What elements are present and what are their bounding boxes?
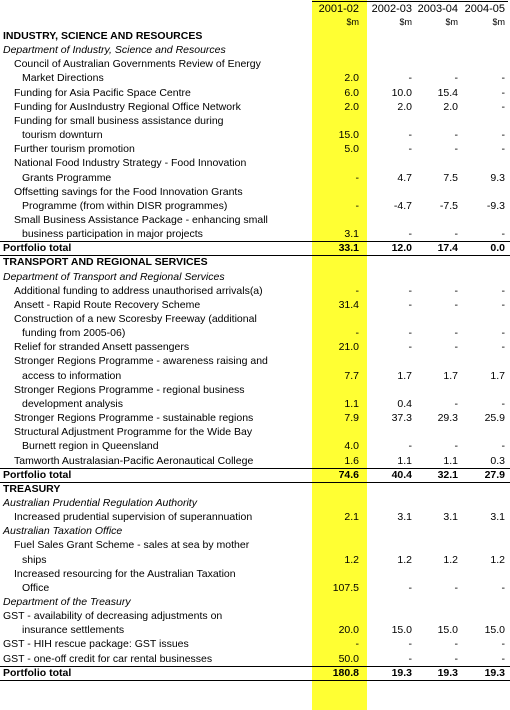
value-cell: 40.4 [391,468,412,481]
value-cell: 74.6 [338,468,359,481]
value-cell: - [408,440,412,453]
section-heading [0,256,510,270]
value-cell: - [355,171,359,184]
unit-header: $m [492,17,505,27]
row-label: Stronger Regions Programme - awareness raising and [14,355,268,368]
value-cell: 1.2 [443,553,458,566]
value-cell: - [454,341,458,354]
row-label: Stronger Regions Programme - regional business [14,383,245,396]
table-row [0,653,510,667]
table-row [0,143,510,157]
value-cell: - [501,440,505,453]
value-cell: 32.1 [437,468,458,481]
value-cell: 4.0 [344,440,359,453]
value-cell: - [408,72,412,85]
value-cell: 29.3 [437,412,458,425]
table-row [0,200,510,214]
value-cell: 3.1 [443,511,458,524]
row-label: Funding for small business assistance during [14,114,224,127]
value-cell: -7.5 [439,199,458,212]
value-cell: 1.1 [344,397,359,410]
value-cell: 33.1 [338,242,359,255]
row-label: ships [22,553,47,566]
value-cell: 15.0 [391,624,412,637]
table-row [0,638,510,652]
table-row [0,101,510,115]
row-label: Fuel Sales Grant Scheme - sales at sea by mother [14,539,250,552]
row-label: Grants Programme [22,171,112,184]
table-row [0,157,510,171]
unit-header: $m [399,17,412,27]
value-cell: 1.7 [397,369,412,382]
table-row [0,426,510,440]
table-row [0,172,510,186]
value-cell: 27.9 [484,468,505,481]
table-row [0,582,510,596]
table-row [0,355,510,369]
portfolio-total-row [0,667,510,681]
header-units-row [0,17,510,29]
value-cell: 1.2 [397,553,412,566]
table-row [0,72,510,86]
value-cell: 6.0 [344,86,359,99]
value-cell: 0.3 [490,454,505,467]
value-cell: 7.7 [344,369,359,382]
value-cell: - [355,284,359,297]
value-cell: - [501,638,505,651]
value-cell: 3.1 [344,228,359,241]
row-label: Department of Transport and Regional Services [3,270,225,283]
value-cell: - [501,298,505,311]
department-heading [0,525,510,539]
value-cell: 4.7 [397,171,412,184]
table-row [0,327,510,341]
value-cell: - [501,397,505,410]
table-row [0,313,510,327]
value-cell: - [454,440,458,453]
table-row [0,440,510,454]
value-cell: 15.0 [338,129,359,142]
value-cell: 31.4 [338,298,359,311]
value-cell: 12.0 [391,242,412,255]
value-cell: -4.7 [393,199,412,212]
row-label: Council of Australian Governments Review of Energy [14,58,261,71]
row-label: National Food Industry Strategy - Food Innovation [14,157,247,170]
row-label: Offsetting savings for the Food Innovation Grants [14,185,243,198]
row-label: Australian Prudential Regulation Authority [3,496,197,509]
value-cell: 2.1 [344,511,359,524]
value-cell: - [501,143,505,156]
value-cell: 1.2 [344,553,359,566]
row-label: Funding for Asia Pacific Space Centre [14,86,191,99]
row-label: Programme (from within DISR programmes) [22,199,228,212]
value-cell: -9.3 [486,199,505,212]
value-cell: - [408,298,412,311]
row-label: Stronger Regions Programme - sustainable regions [14,412,254,425]
unit-header: $m [445,17,458,27]
value-cell: 107.5 [332,581,359,594]
table-row [0,228,510,242]
value-cell: - [454,652,458,665]
table-row [0,455,510,469]
table-row [0,214,510,228]
table-row [0,624,510,638]
value-cell: - [454,129,458,142]
value-cell: 0.0 [490,242,505,255]
value-cell: 37.3 [391,412,412,425]
unit-header: $m [346,17,359,27]
row-label: Burnett region in Queensland [22,440,159,453]
row-label: business participation in major projects [22,228,203,241]
section-heading [0,30,510,44]
row-label: Department of the Treasury [3,596,131,608]
row-label: GST - HIH rescue package: GST issues [3,638,189,651]
table-row [0,511,510,525]
value-cell: - [408,327,412,340]
value-cell: 2.0 [344,72,359,85]
value-cell: - [454,284,458,297]
value-cell: 19.3 [391,666,412,679]
value-cell: - [501,129,505,142]
row-label: GST - availability of decreasing adjustments on [3,610,223,623]
header-years-row [0,3,510,16]
year-header: 2001-02 [318,3,359,15]
value-cell: 25.9 [484,412,505,425]
value-cell: - [501,581,505,594]
value-cell: - [454,298,458,311]
row-label: Department of Industry, Science and Resources [3,44,226,57]
value-cell: - [454,143,458,156]
year-header: 2003-04 [417,3,458,15]
value-cell: - [501,228,505,241]
value-cell: 7.5 [443,171,458,184]
table-row [0,299,510,313]
row-label: Increased prudential supervision of superannuation [14,511,253,524]
portfolio-total-row [0,469,510,483]
table-row [0,370,510,384]
value-cell: 1.6 [344,454,359,467]
value-cell: 7.9 [344,412,359,425]
value-cell: - [501,86,505,99]
value-cell: - [408,341,412,354]
value-cell: - [408,228,412,241]
value-cell: 10.0 [391,86,412,99]
row-label: Office [22,581,50,594]
row-label: INDUSTRY, SCIENCE AND RESOURCES [3,30,203,42]
row-label: access to information [22,369,122,382]
department-heading [0,44,510,58]
value-cell: - [501,72,505,85]
portfolio-total-row [0,242,510,256]
row-label: Market Directions [22,72,104,85]
value-cell: - [501,652,505,665]
row-label: Structural Adjustment Programme for the Wide Bay [14,426,253,439]
table-row [0,539,510,553]
value-cell: - [355,638,359,651]
row-label: TREASURY [3,482,61,495]
row-label: Portfolio total [3,468,72,481]
row-label: Portfolio total [3,666,72,679]
value-cell: 19.3 [437,666,458,679]
row-label: Increased resourcing for the Australian Taxation [14,567,236,580]
value-cell: 19.3 [484,666,505,679]
value-cell: - [501,327,505,340]
year-header: 2004-05 [464,3,505,15]
value-cell: - [355,199,359,212]
value-cell: 1.7 [490,369,505,382]
row-label: GST - one-off credit for car rental businesses [3,652,213,665]
row-label: Relief for stranded Ansett passengers [14,341,190,354]
table-row [0,186,510,200]
table-row [0,610,510,624]
row-label: funding from 2005-06) [22,327,126,340]
value-cell: 2.0 [397,100,412,113]
value-cell: 15.4 [437,86,458,99]
value-cell: - [454,397,458,410]
value-cell: - [501,341,505,354]
value-cell: - [355,327,359,340]
header-top-rule [312,1,508,2]
value-cell: - [408,652,412,665]
row-label: Ansett - Rapid Route Recovery Scheme [14,298,201,311]
table-row [0,398,510,412]
value-cell: 9.3 [490,171,505,184]
table-row [0,384,510,398]
department-heading [0,497,510,511]
row-label: Construction of a new Scoresby Freeway (additional [14,313,257,325]
row-label: Small Business Assistance Package - enhancing small [14,213,268,226]
value-cell: 1.7 [443,369,458,382]
value-cell: - [501,100,505,113]
row-label: Additional funding to address unauthorised arrivals(a) [14,284,263,297]
row-label: insurance settlements [22,624,125,637]
table-row [0,412,510,426]
value-cell: - [454,581,458,594]
value-cell: 50.0 [338,652,359,665]
value-cell: - [501,284,505,297]
value-cell: - [408,284,412,297]
table-row [0,58,510,72]
value-cell: 1.1 [397,454,412,467]
value-cell: 180.8 [332,666,359,679]
value-cell: - [454,72,458,85]
row-label: Portfolio total [3,242,72,255]
row-label: tourism downturn [22,129,103,142]
value-cell: - [454,327,458,340]
value-cell: - [408,129,412,142]
row-label: Funding for AusIndustry Regional Office Network [14,100,241,113]
value-cell: 20.0 [338,624,359,637]
value-cell: 1.1 [443,454,458,467]
value-cell: 0.4 [397,397,412,410]
department-heading [0,596,510,610]
value-cell: 15.0 [437,624,458,637]
department-heading [0,271,510,285]
value-cell: 21.0 [338,341,359,354]
table-row [0,285,510,299]
value-cell: - [408,143,412,156]
value-cell: 2.0 [443,100,458,113]
row-label: Tamworth Australasian-Pacific Aeronautical College [14,454,254,467]
table-row [0,129,510,143]
value-cell: 5.0 [344,143,359,156]
row-label: TRANSPORT AND REGIONAL SERVICES [3,256,208,269]
value-cell: - [408,581,412,594]
value-cell: 15.0 [484,624,505,637]
table-row [0,554,510,568]
value-cell: 2.0 [344,100,359,113]
value-cell: 1.2 [490,553,505,566]
value-cell: - [408,638,412,651]
value-cell: 17.4 [437,242,458,255]
row-label: Australian Taxation Office [3,525,123,538]
section-heading [0,483,510,497]
year-header: 2002-03 [371,3,412,15]
value-cell: 3.1 [397,511,412,524]
value-cell: - [454,228,458,241]
table-row [0,341,510,355]
table-row [0,115,510,129]
table-row [0,87,510,101]
table-row [0,568,510,582]
row-label: Further tourism promotion [14,143,135,156]
value-cell: 3.1 [490,511,505,524]
row-label: development analysis [22,397,123,410]
value-cell: - [454,638,458,651]
